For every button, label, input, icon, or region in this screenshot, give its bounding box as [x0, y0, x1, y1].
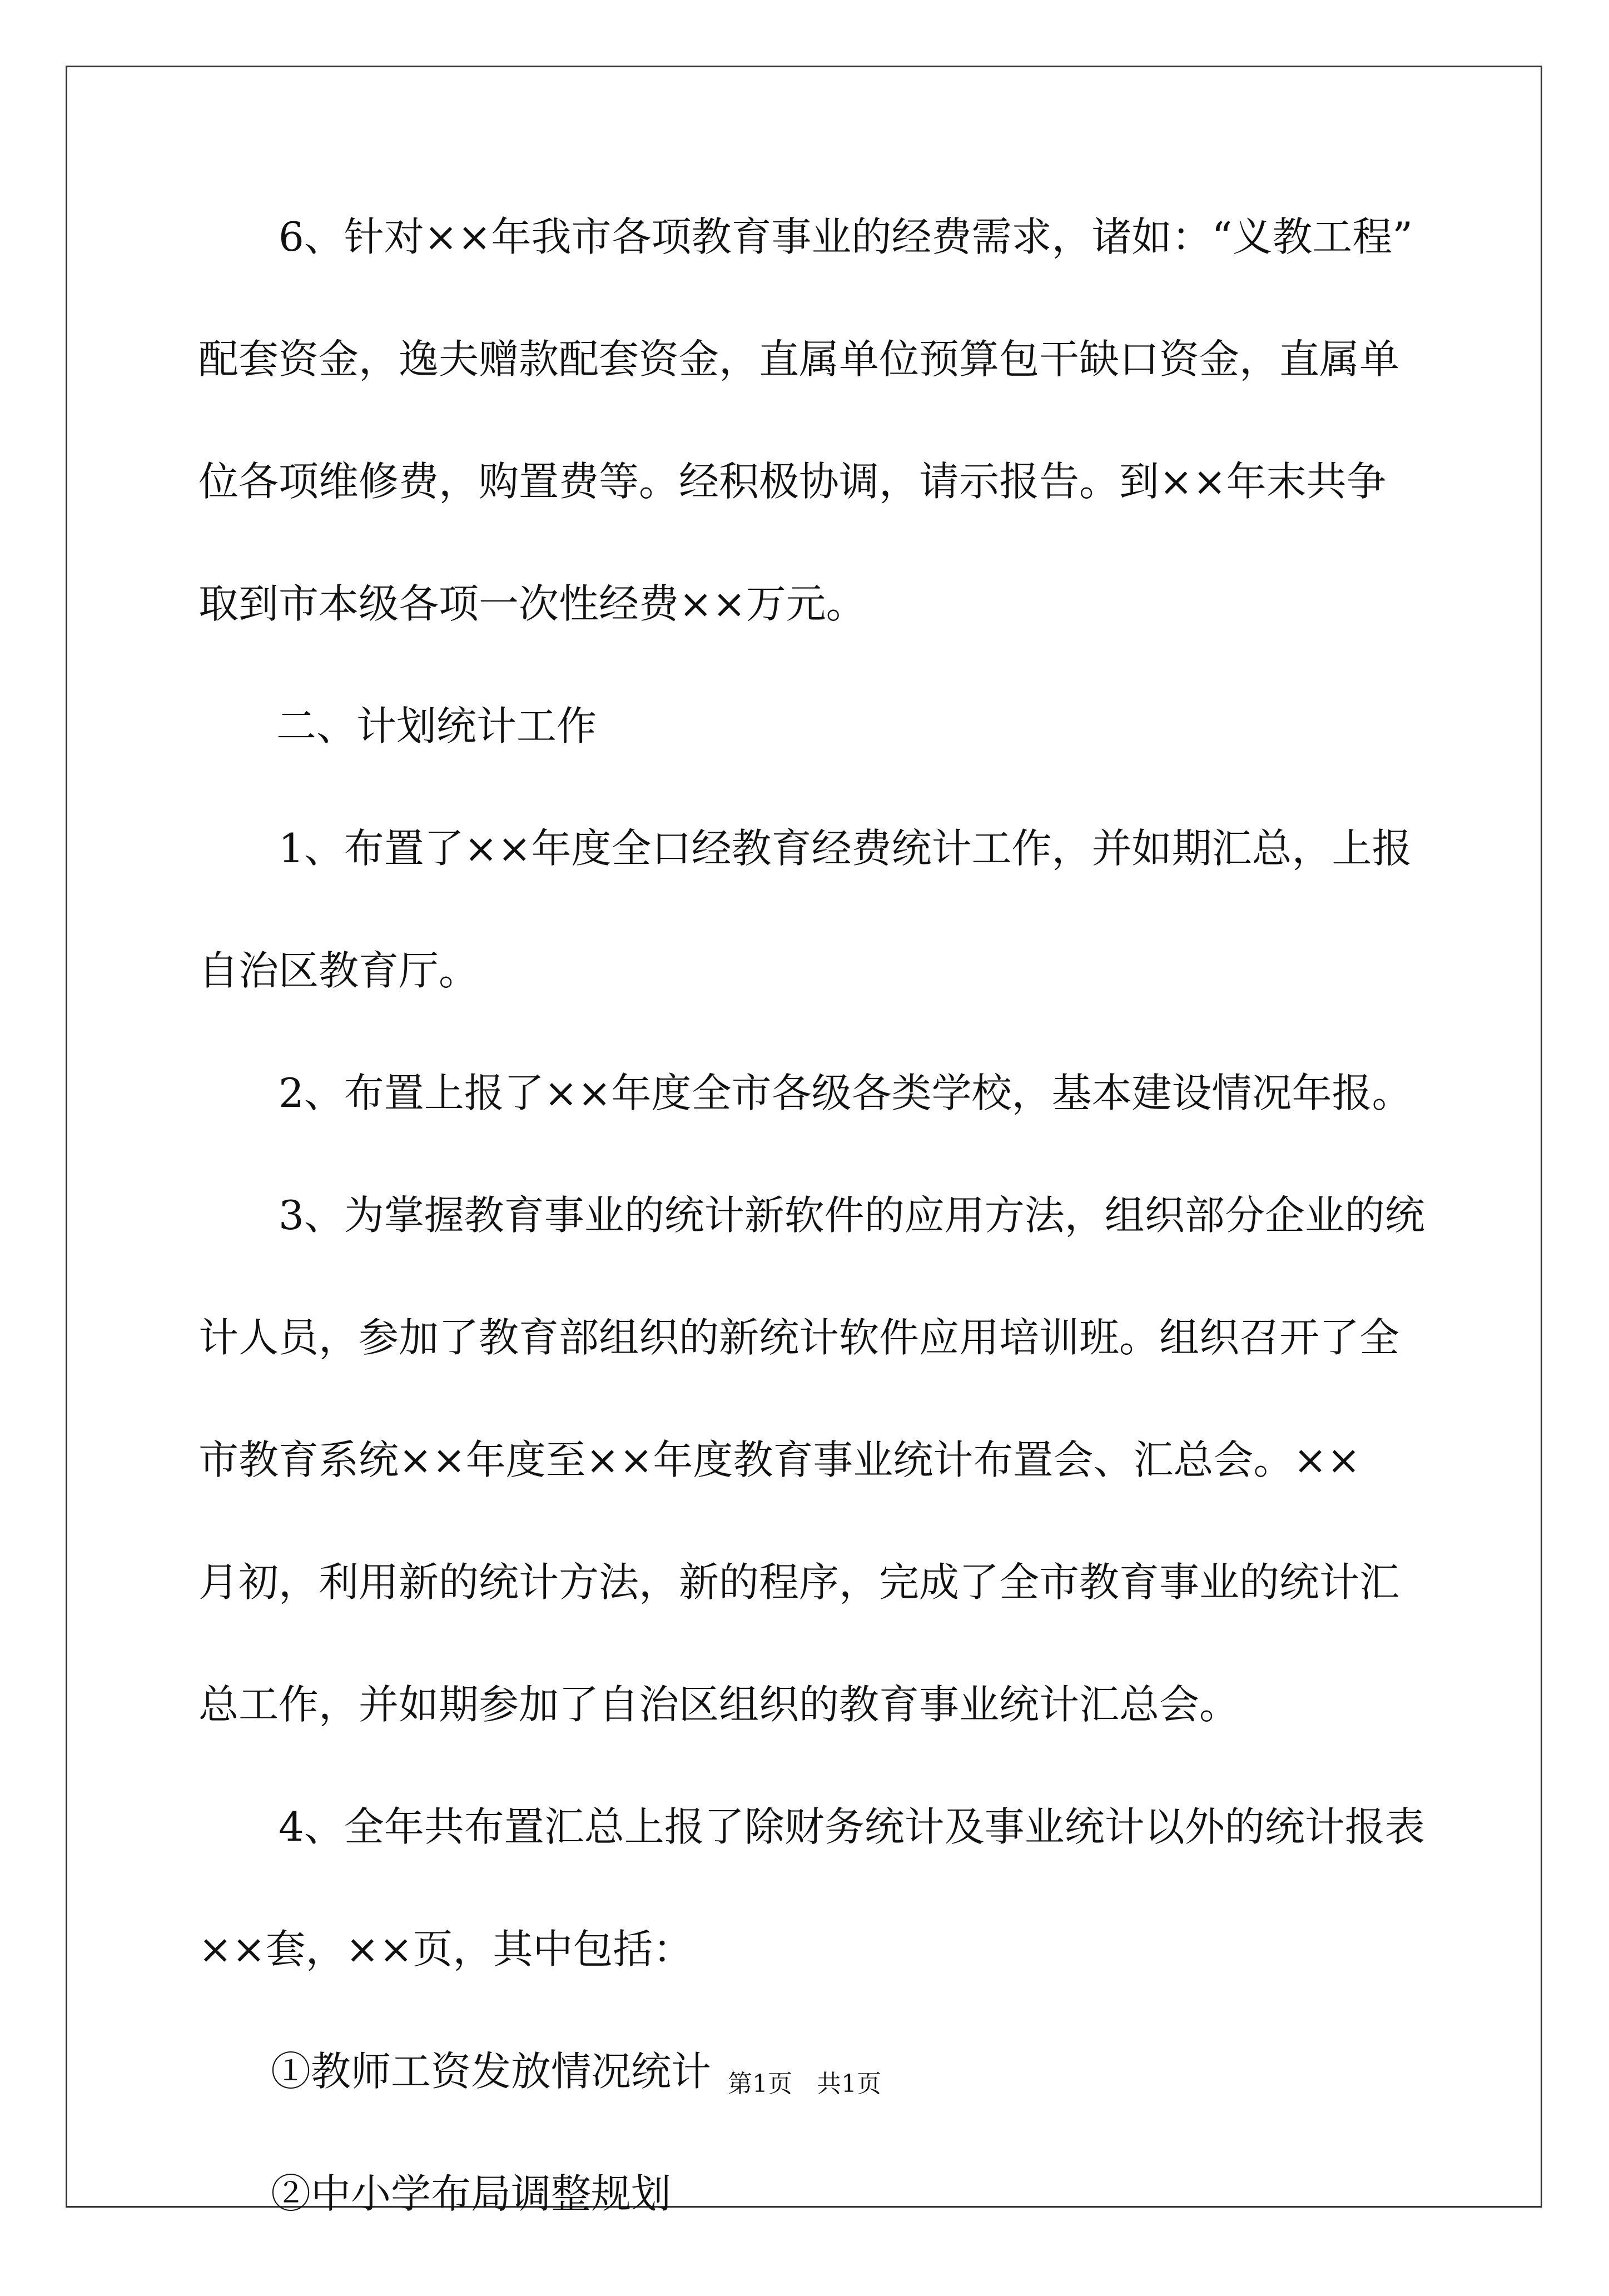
paragraph-6-line-3: 位各项维修费，购置费等。经积极协调，请示报告。到××年末共争 [198, 458, 1387, 505]
paragraph-4-line-2: ××套，××页，其中包括： [198, 1926, 693, 1972]
list-item-1: ①教师工资发放情况统计 [271, 2048, 712, 2095]
page-number: 第1页 [728, 2070, 792, 2098]
paragraph-3-line-2: 计人员，参加了教育部组织的新统计软件应用培训班。组织召开了全 [198, 1314, 1400, 1361]
paragraph-3-line-5: 总工作，并如期参加了自治区组织的教育事业统计汇总会。 [198, 1681, 1240, 1728]
paragraph-6-line-4: 取到市本级各项一次性经费××万元。 [198, 580, 866, 627]
page-total: 共1页 [817, 2070, 881, 2098]
paragraph-3-line-3: 市教育系统××年度至××年度教育事业统计布置会、汇总会。×× [198, 1437, 1360, 1483]
list-item-2: ②中小学布局调整规划 [271, 2170, 672, 2217]
paragraph-3-line-4: 月初，利用新的统计方法，新的程序，完成了全市教育事业的统计汇 [198, 1559, 1400, 1606]
page-footer [0, 2064, 1609, 2099]
paragraph-6-line-2: 配套资金，逸夫赠款配套资金，直属单位预算包干缺口资金，直属单 [198, 336, 1400, 382]
paragraph-2-line-1: 2、布置上报了××年度全市各级各类学校，基本建设情况年报。 [279, 1070, 1412, 1116]
paragraph-3-line-1: 3、为掌握教育事业的统计新软件的应用方法，组织部分企业的统 [279, 1192, 1425, 1239]
section-heading: 二、计划统计工作 [276, 703, 597, 749]
paragraph-1-line-1: 1、布置了××年度全口经教育经费统计工作，并如期汇总，上报 [279, 825, 1412, 872]
document-body [198, 213, 1425, 2296]
paragraph-1-line-2: 自治区教育厅。 [198, 947, 479, 994]
paragraph-4-line-1: 4、全年共布置汇总上报了除财务统计及事业统计以外的统计报表 [279, 1803, 1425, 1850]
paragraph-6-line-1: 6、针对××年我市各项教育事业的经费需求，诸如：“义教工程” [279, 213, 1413, 260]
